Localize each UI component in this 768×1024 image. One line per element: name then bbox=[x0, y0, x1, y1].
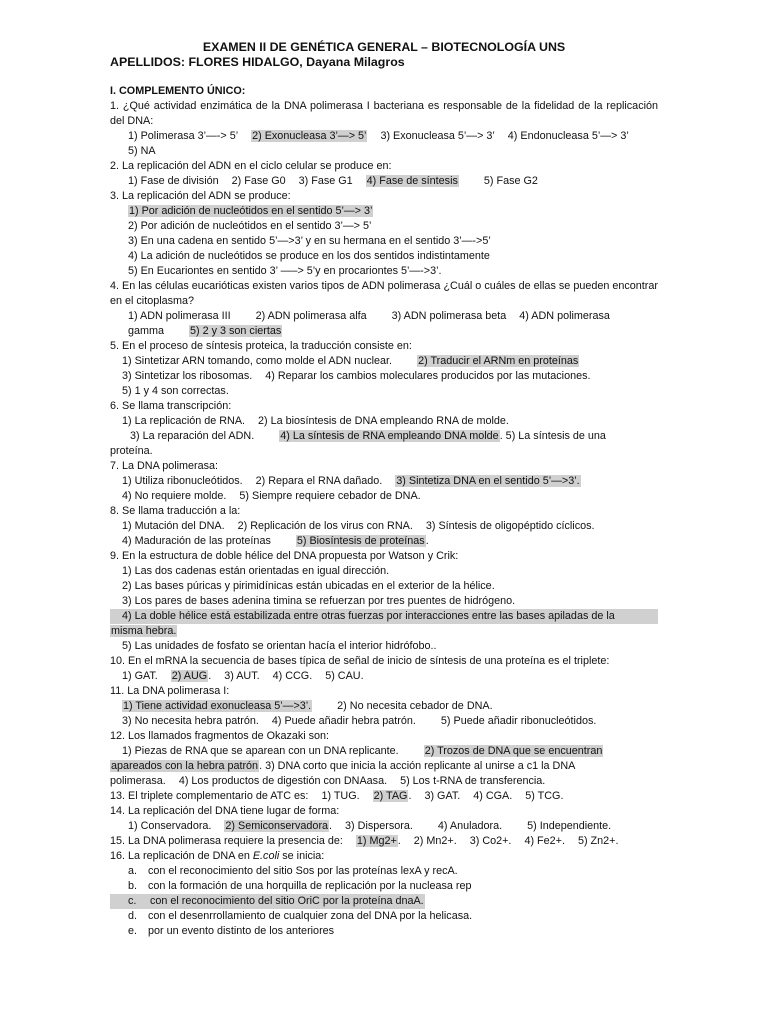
question-3-opt-2: 2) Por adición de nucleótidos en el sentido 3’—> 5’ bbox=[128, 220, 372, 232]
option: 5) Puede añadir ribonucleótidos. bbox=[440, 715, 597, 727]
question-14-stem: 14. La replicación del DNA tiene lugar de forma: bbox=[110, 805, 340, 817]
exam-title: EXAMEN II DE GENÉTICA GENERAL – BIOTECNOLOGÍA UNS bbox=[202, 40, 566, 54]
question-6-options bbox=[110, 414, 658, 429]
selected-answer: 2) Exonucleasa 3’—> 5’ bbox=[252, 130, 367, 142]
organism-name: E.coli bbox=[252, 850, 280, 862]
option-letter: e. bbox=[128, 925, 138, 937]
option: 1) TUG. bbox=[321, 790, 360, 802]
question-3-opt-1 bbox=[110, 204, 658, 219]
option: 2) Replicación de los virus con RNA. bbox=[237, 520, 413, 532]
option: 2) Fase G0 bbox=[231, 175, 286, 187]
selected-answer: 4) La doble hélice está estabilizada entre otras fuerzas por interacciones entre las bases apiladas de la bbox=[110, 609, 658, 624]
question-4-options bbox=[110, 309, 658, 324]
selected-answer: 3) Sintetiza DNA en el sentido 5’—>3’. bbox=[396, 475, 580, 487]
selected-answer-cont: apareados con la hebra patrón bbox=[111, 760, 259, 772]
question-9-opt-4 bbox=[110, 609, 658, 639]
option: 1) Piezas de RNA que se aparean con un DNA replicante. bbox=[122, 745, 399, 757]
option-letter: a. bbox=[128, 865, 138, 877]
question-7-options bbox=[110, 474, 658, 489]
option-letter: b. bbox=[128, 880, 138, 892]
question-13 bbox=[110, 789, 658, 804]
option: 3) Dispersora. bbox=[345, 820, 413, 832]
selected-answer: 2) Trozos de DNA que se encuentran bbox=[424, 745, 603, 757]
option: 2) Repara el RNA dañado. bbox=[255, 475, 383, 487]
punctuation: . bbox=[208, 670, 212, 682]
option: 1) Mutación del DNA. bbox=[122, 520, 225, 532]
selected-answer: 1) Tiene actividad exonucleasa 5’—>3’. bbox=[123, 700, 312, 712]
option: 3) Síntesis de oligopéptido cíclicos. bbox=[425, 520, 595, 532]
question-1-options-cont bbox=[110, 144, 658, 159]
option: 4) Maduración de las proteínas bbox=[122, 535, 271, 547]
question-2-options bbox=[110, 174, 658, 189]
question-6-options-cont bbox=[110, 429, 658, 444]
option: 4) ADN polimerasa bbox=[519, 310, 610, 322]
option: 5) Los t-RNA de transferencia. bbox=[400, 775, 546, 787]
option: polimerasa. bbox=[110, 775, 166, 787]
option: 2) Mn2+. bbox=[413, 835, 457, 847]
option: 4) CCG. bbox=[272, 670, 313, 682]
question-15 bbox=[110, 834, 658, 849]
option: 5) Zn2+. bbox=[577, 835, 619, 847]
option: 3) Fase G1 bbox=[298, 175, 353, 187]
stem-text: 16. La replicación de DNA en bbox=[110, 850, 253, 862]
section-title: I. COMPLEMENTO ÚNICO: bbox=[110, 85, 246, 97]
exam-document bbox=[110, 40, 658, 939]
question-9-opt-2: 2) Las bases púricas y pirimidínicas están ubicadas en el exterior de la hélice. bbox=[122, 580, 495, 592]
question-9-stem: 9. En la estructura de doble hélice del DNA propuesta por Watson y Crik: bbox=[110, 550, 459, 562]
question-4-stem: 4. En las células eucarióticas existen varios tipos de ADN polimerasa ¿Cuál o cuáles de ellas se pueden encontrar en el citoplasma? bbox=[110, 280, 658, 307]
option: 4) Puede añadir hebra patrón. bbox=[271, 715, 416, 727]
question-9-opt-1: 1) Las dos cadenas están orientadas en igual dirección. bbox=[122, 565, 390, 577]
stem-text: se inicia: bbox=[279, 850, 325, 862]
question-3-stem: 3. La replicación del ADN se produce: bbox=[110, 190, 291, 202]
option: 1) Utiliza ribonucleótidos. bbox=[122, 475, 243, 487]
option: gamma bbox=[128, 325, 165, 337]
question-3-opt-5: 5) En Eucariontes en sentido 3’ —–> 5’y en procariontes 5’—->3’. bbox=[128, 265, 442, 277]
option-letter: d. bbox=[128, 910, 138, 922]
selected-answer: 1) Por adición de nucleótidos en el sentido 5’—> 3’ bbox=[129, 205, 373, 217]
option: 1) GAT. bbox=[122, 670, 158, 682]
question-11-options bbox=[110, 699, 658, 714]
question-6-opt-5-cont: proteína. bbox=[110, 445, 153, 457]
question-4-options-cont bbox=[110, 324, 658, 339]
question-16-stem bbox=[110, 849, 658, 864]
question-5-options-cont bbox=[110, 369, 658, 384]
selected-answer: 5) 2 y 3 son ciertas bbox=[190, 325, 282, 337]
punctuation: . bbox=[397, 835, 401, 847]
option: 1) Polimerasa 3’—-> 5’ bbox=[128, 130, 239, 142]
question-16-opt-a bbox=[110, 864, 658, 879]
question-9-opt-3: 3) Los pares de bases adenina timina se refuerzan por tres puentes de hidrógeno. bbox=[122, 595, 516, 607]
option: 3) Co2+. bbox=[469, 835, 512, 847]
question-15-stem: 15. La DNA polimerasa requiere la presencia de: bbox=[110, 835, 343, 847]
option: 4) Los productos de digestión con DNAasa. bbox=[178, 775, 388, 787]
selected-answer: 4) La síntesis de RNA empleando DNA molde bbox=[280, 430, 499, 442]
option: 1) La replicación de RNA. bbox=[122, 415, 246, 427]
option: . 3) DNA corto que inicia la acción replicante al unirse a c1 la DNA bbox=[259, 760, 576, 772]
selected-answer: 2) AUG bbox=[171, 670, 208, 682]
question-13-stem: 13. El triplete complementario de ATC es: bbox=[110, 790, 309, 802]
option: 1) Fase de división bbox=[128, 175, 219, 187]
selected-answer: 5) Biosíntesis de proteínas bbox=[296, 535, 425, 547]
option: 2) No necesita cebador de DNA. bbox=[337, 700, 493, 712]
option: . 5) La síntesis de una bbox=[499, 430, 606, 442]
question-5-opt-5: 5) 1 y 4 son correctas. bbox=[122, 385, 229, 397]
question-12-options bbox=[110, 744, 658, 759]
question-16-opt-b bbox=[110, 879, 658, 894]
selected-answer: 1) Mg2+ bbox=[356, 835, 397, 847]
option: 5) Siempre requiere cebador de DNA. bbox=[239, 490, 421, 502]
question-7-options-cont bbox=[110, 489, 658, 504]
question-11-stem: 11. La DNA polimerasa I: bbox=[110, 685, 230, 697]
question-8-options-cont bbox=[110, 534, 658, 549]
option: 4) Reparar los cambios moleculares producidos por las mutaciones. bbox=[265, 370, 591, 382]
selected-answer: 2) TAG bbox=[373, 790, 408, 802]
question-12-options-cont bbox=[110, 759, 658, 774]
option: por un evento distinto de los anteriores bbox=[148, 925, 335, 937]
question-12-stem: 12. Los llamados fragmentos de Okazaki son: bbox=[110, 730, 330, 742]
option: 5) Fase G2 bbox=[483, 175, 538, 187]
option: con la formación de una horquilla de replicación por la nucleasa rep bbox=[148, 880, 472, 892]
option: 3) La reparación del ADN. bbox=[130, 430, 255, 442]
selected-answer: con el reconocimiento del sitio OriC por la proteína dnaA. bbox=[150, 895, 424, 907]
option: 5) NA bbox=[128, 145, 156, 157]
question-3-opt-4: 4) La adición de nucleótidos se produce en los dos sentidos indistintamente bbox=[128, 250, 490, 262]
punctuation: . bbox=[425, 535, 429, 547]
question-3-opt-3: 3) En una cadena en sentido 5’—>3’ y en su hermana en el sentido 3’—->5’ bbox=[128, 235, 491, 247]
option: 4) CGA. bbox=[473, 790, 513, 802]
punctuation: . bbox=[329, 820, 333, 832]
question-16-opt-d bbox=[110, 909, 658, 924]
question-2-stem: 2. La replicación del ADN en el ciclo celular se produce en: bbox=[110, 160, 392, 172]
question-5-stem: 5. En el proceso de síntesis proteica, la traducción consiste en: bbox=[110, 340, 412, 352]
option: 3) GAT. bbox=[424, 790, 461, 802]
question-10-options bbox=[110, 669, 658, 684]
option: 5) TCG. bbox=[525, 790, 564, 802]
selected-answer: 2) Traducir el ARNm en proteínas bbox=[418, 355, 579, 367]
question-1-stem: 1. ¿Qué actividad enzimática de la DNA polimerasa I bacteriana es responsable de la fidelidad de la replicación del DNA: bbox=[110, 100, 658, 127]
question-9-opt-5: 5) Las unidades de fosfato se orientan hacía el interior hidrófobo.. bbox=[122, 640, 437, 652]
question-5-options bbox=[110, 354, 658, 369]
question-1-options bbox=[110, 129, 658, 144]
option: 3) AUT. bbox=[224, 670, 260, 682]
selected-answer: 4) Fase de síntesis bbox=[366, 175, 458, 187]
option: 4) Fe2+. bbox=[524, 835, 565, 847]
question-14-options bbox=[110, 819, 658, 834]
student-name: APELLIDOS: FLORES HIDALGO, Dayana Milagros bbox=[110, 55, 405, 69]
option: con el desenrrollamiento de cualquier zona del DNA por la helicasa. bbox=[148, 910, 473, 922]
option: 1) Sintetizar ARN tomando, como molde el ADN nuclear. bbox=[122, 355, 393, 367]
option: con el reconocimiento del sitio Sos por las proteínas lexA y recA. bbox=[148, 865, 458, 877]
option: 3) No necesita hebra patrón. bbox=[122, 715, 259, 727]
option: 3) Exonucleasa 5’—> 3’ bbox=[380, 130, 495, 142]
punctuation: . bbox=[408, 790, 412, 802]
option: 2) La biosíntesis de DNA empleando RNA de molde. bbox=[258, 415, 509, 427]
option: 4) Endonucleasa 5’—> 3’ bbox=[507, 130, 629, 142]
question-8-options bbox=[110, 519, 658, 534]
option: 4) Anuladora. bbox=[437, 820, 503, 832]
option: 5) Independiente. bbox=[527, 820, 612, 832]
question-8-stem: 8. Se llama traducción a la: bbox=[110, 505, 241, 517]
option: 1) Conservadora. bbox=[128, 820, 212, 832]
option: 5) CAU. bbox=[325, 670, 364, 682]
question-11-options-cont bbox=[110, 714, 658, 729]
option: 4) No requiere molde. bbox=[122, 490, 227, 502]
option: 1) ADN polimerasa III bbox=[128, 310, 231, 322]
option: 3) ADN polimerasa beta bbox=[391, 310, 507, 322]
option-letter: c. bbox=[110, 894, 149, 909]
option: 2) ADN polimerasa alfa bbox=[255, 310, 367, 322]
question-6-stem: 6. Se llama transcripción: bbox=[110, 400, 232, 412]
question-7-stem: 7. La DNA polimerasa: bbox=[110, 460, 219, 472]
selected-answer-cont: misma hebra. bbox=[111, 625, 177, 637]
option: 3) Sintetizar los ribosomas. bbox=[122, 370, 253, 382]
selected-answer: 2) Semiconservadora bbox=[225, 820, 329, 832]
question-16-opt-e bbox=[110, 924, 658, 939]
question-10-stem: 10. En el mRNA la secuencia de bases típica de señal de inicio de síntesis de una proteína es el triplete: bbox=[110, 655, 610, 667]
question-12-options-cont2 bbox=[110, 774, 658, 789]
question-16-opt-c bbox=[110, 894, 658, 909]
